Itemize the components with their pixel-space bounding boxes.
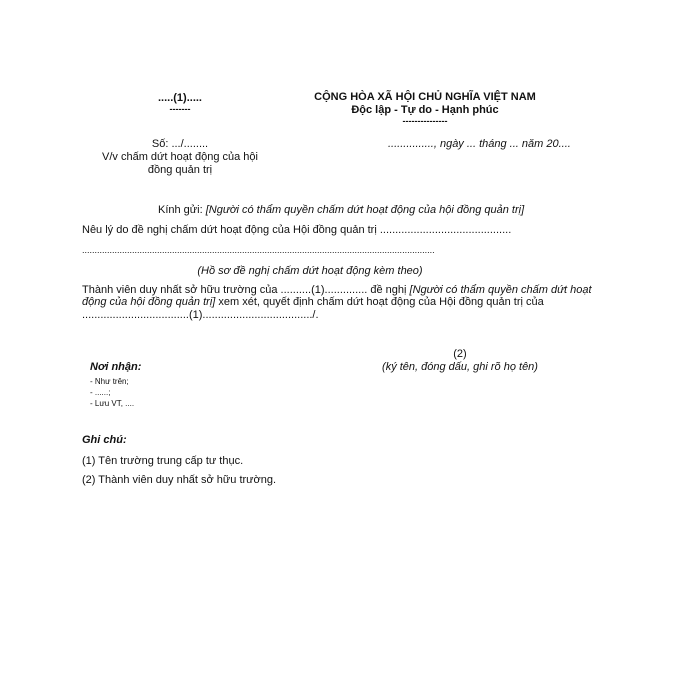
subject-line-1: V/v chấm dứt hoạt động của hội — [102, 151, 258, 163]
org-rule: ------- — [169, 104, 191, 114]
signer-number: (2) — [453, 348, 467, 360]
paragraph-text-a: Thành viên duy nhất sở hữu trường của ..........(1).............. đề nghị — [82, 284, 410, 296]
date-line: ..............., ngày ... tháng ... năm 20.... — [388, 138, 571, 150]
motto: Độc lập - Tự do - Hạnh phúc — [351, 104, 499, 116]
paragraph-line-3: ...................................(1)..................................../. — [82, 309, 319, 321]
reason-line: Nêu lý do đề nghị chấm dứt hoạt động của Hội đồng quản trị ........................................... — [82, 224, 512, 236]
org-code: .....(1)..... — [157, 92, 202, 104]
document-number: Số: .../........ — [151, 138, 209, 150]
to-value: [Người có thẩm quyền chấm dứt hoạt động của hội đồng quản trị] — [205, 204, 525, 216]
recipients-title: Nơi nhận: — [90, 361, 142, 373]
notes-title: Ghi chú: — [82, 434, 127, 446]
paragraph-text-c: động của hội đồng quản trị] — [82, 296, 216, 308]
subject-line-2: đồng quản trị — [147, 164, 213, 176]
signature-note: (ký tên, đóng dấu, ghi rõ họ tên) — [382, 361, 538, 373]
paragraph-line-1 — [82, 284, 592, 296]
note-item: (2) Thành viên duy nhất sở hữu trường. — [82, 474, 277, 486]
to-label: Kính gửi: — [158, 204, 206, 216]
recipient-item: - ......; — [90, 388, 111, 397]
paragraph-text-b: [Người có thẩm quyền chấm dứt hoạt — [409, 284, 592, 296]
to-line — [158, 204, 524, 216]
motto-rule: --------------- — [402, 116, 448, 126]
recipient-item: - Lưu VT, .... — [90, 399, 135, 408]
paragraph-line-2 — [82, 296, 544, 308]
recipient-item: - Như trên; — [90, 377, 129, 386]
recipients-list — [90, 376, 134, 409]
attachment-note: (Hồ sơ đề nghị chấm dứt hoạt động kèm theo) — [197, 265, 423, 277]
paragraph-text-d: xem xét, quyết định chấm dứt hoạt động của Hội đồng quản trị của — [215, 296, 544, 308]
reason-cont-line: ............................................................................................................................................. — [82, 245, 435, 255]
nation-title: CỘNG HÒA XÃ HỘI CHỦ NGHĨA VIỆT NAM — [314, 91, 536, 103]
note-item: (1) Tên trường trung cấp tư thục. — [82, 455, 244, 467]
